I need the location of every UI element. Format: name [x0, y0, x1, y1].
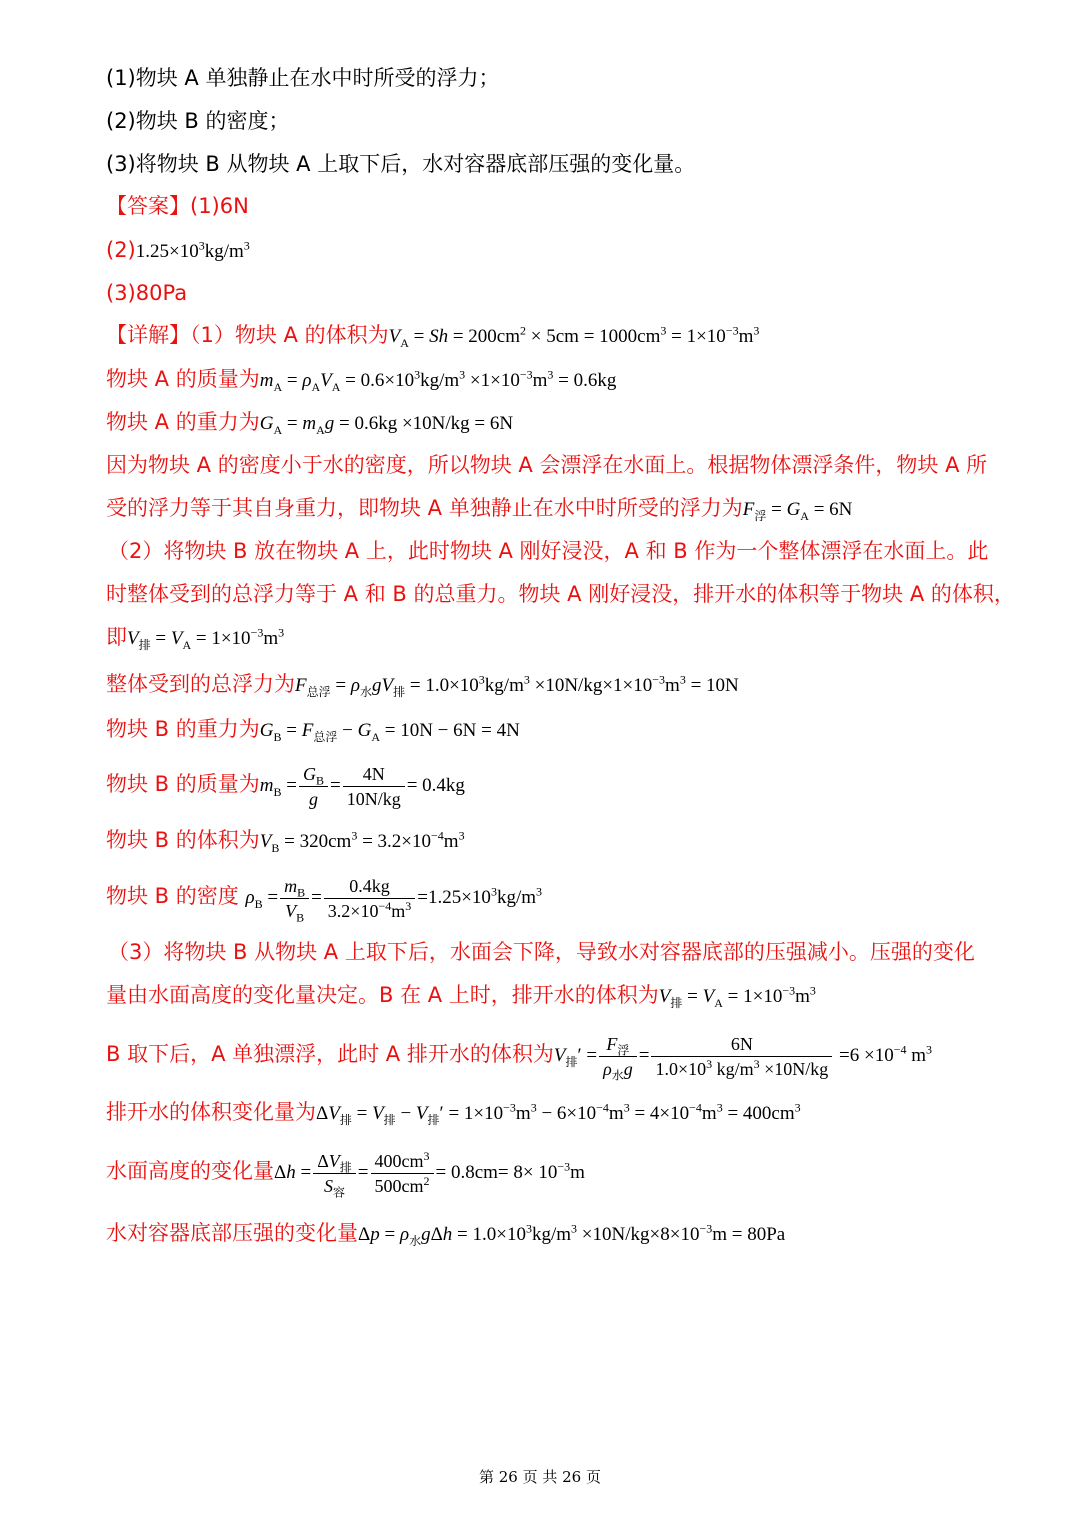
formula-v-displaced: $V_排 = V_A = 1\times 10^{-3}m^3$: [127, 625, 285, 652]
formula-height-change: Δh = $\Delta V_排$ $S_容$ = $\frac{400cm^3}{500cm^2}$ = $0.8cm= 8\times 10^{-3}m$: [274, 1149, 585, 1200]
formula-volume-a: $V_A = Sh = 200cm^2 \times 5cm = 1000cm^3 = 1\times 10^{-3}m^3$: [388, 323, 760, 350]
float-line-2-text: 受的浮力等于其自身重力，即物块 A 单独静止在水中时所受的浮力为: [106, 496, 743, 520]
weight-a-text: 物块 A 的重力为: [106, 410, 260, 434]
height-change: [106, 1147, 585, 1198]
fraction: $\frac{0.4kg}{3.2\times 10^{-4}m^3}$: [324, 874, 415, 923]
total-buoyancy: [106, 669, 739, 701]
formula-weight-b: $G_B = F_{总浮} - G_A = 10N - 6N = 4N$: [259, 720, 520, 744]
detail-p1-intro: （1）物块 A 的体积为: [190, 323, 389, 347]
fraction: $\frac{m_B}{V_B}$: [280, 874, 309, 923]
fraction: $\frac{6N}{1.0\times 10^3 kg/m^3 \times 10N/kg}$: [651, 1032, 832, 1081]
float-line-2: [106, 493, 852, 525]
total-buoy-text: 整体受到的总浮力为: [106, 672, 295, 696]
p2-line-3-prefix: 即: [106, 625, 127, 649]
formula-volume-change: $\Delta V_排 = V_排 - V_排' = 1\times 10^{-3}m^3 - 6\times 10^{-4}m^3 = 4\times 10^{-4}m^3 = 400cm^3$: [316, 1100, 801, 1127]
pressure-change: [106, 1218, 785, 1250]
answer-1: (1)6N: [190, 194, 249, 218]
after-text: B 取下后，A 单独漂浮，此时 A 排开水的体积为: [106, 1042, 554, 1066]
question-3: (3)将物块 B 从物块 A 上取下后，水对容器底部压强的变化量。: [106, 152, 696, 176]
answer-2-value: $1.25\times 10^3kg/m^3$: [135, 238, 250, 262]
answer-line-2: [106, 235, 250, 267]
p2-line-2: 时整体受到的总浮力等于 A 和 B 的总重力。物块 A 刚好浸没，排开水的体积等于物块 A 的体积，: [106, 582, 1015, 606]
detail-mass-a: [106, 364, 616, 396]
detail-label: 【详解】: [106, 323, 190, 347]
formula-mass-b: $m_B$ = $\frac{G_B}{g}$ = $\frac{4N}{10N/kg}$ = 0.4kg: [259, 764, 465, 810]
formula-v-before: $V_排 = V_A = 1\times 10^{-3}m^3$: [658, 983, 816, 1010]
detail-weight-a: [106, 407, 513, 439]
fraction: $\frac{400cm^3}{500cm^2}$: [371, 1149, 434, 1198]
page-footer: 第 26 页 共 26 页: [478, 1468, 601, 1486]
after-removal: [106, 1030, 932, 1081]
volume-change: [106, 1097, 801, 1129]
formula-mass-a: $m_A = \rho_AV_A = 0.6\times 10^3kg/m^3 \times 1\times 10^{-3}m^3 = 0.6kg$: [259, 367, 617, 394]
fraction: $\Delta V_排$ $S_容$: [313, 1149, 356, 1198]
detail-line-1: [106, 320, 759, 352]
volume-b: [106, 825, 465, 857]
p3-line-1: （3）将物块 B 从物块 A 上取下后，水面会下降，导致水对容器底部的压强减小。压强的变化: [108, 940, 975, 964]
formula-volume-b: $V_B = 320cm^3 = 3.2\times 10^{-4}m^3$: [259, 828, 465, 855]
fraction: $F_浮$ $\rho_水g$: [599, 1032, 637, 1081]
mass-a-text: 物块 A 的质量为: [106, 367, 260, 391]
p3-line-2-text: 量由水面高度的变化量决定。B 在 A 上时，排开水的体积为: [106, 983, 659, 1007]
formula-v-after: $V_排'$ = $F_浮$ $\rho_水g$ = $\frac{6N}{1.0\times 10^3 kg/m^3 \times 10N/kg}$ $=6 \times 10^{-4}$ $m^3$: [553, 1034, 933, 1083]
dh-text: 水面高度的变化量: [106, 1159, 274, 1183]
answer-line-1: [106, 191, 249, 221]
formula-total-buoy: $F_{总浮} = \rho_水gV_排 = 1.0\times 10^3kg/m^3 \times 10N/kg\times 1\times 10^{-3}m^3 = 10N$: [295, 672, 739, 699]
p2-line-3: [106, 622, 284, 654]
formula-float: $F_浮 = G_A = 6N$: [742, 499, 853, 523]
mass-b-text: 物块 B 的质量为: [106, 772, 260, 796]
answer-3: (3)80Pa: [106, 281, 188, 305]
fraction: $\frac{G_B}{g}$: [299, 762, 328, 811]
formula-pressure-change: $\Delta p = \rho_水g\Delta h = 1.0\times 10^3kg/m^3 \times 10N/kg\times 8\times 10^{-3}m = 80Pa$: [358, 1221, 786, 1248]
density-b: [106, 872, 542, 923]
vol-b-text: 物块 B 的体积为: [106, 828, 260, 852]
answer-2-prefix: (2): [106, 238, 136, 262]
question-2: (2)物块 B 的密度；: [106, 109, 290, 133]
weight-b-text: 物块 B 的重力为: [106, 717, 260, 741]
dp-text: 水对容器底部压强的变化量: [106, 1221, 358, 1245]
p3-line-2: [106, 980, 816, 1012]
formula-density-b: $\rho_B$ = $\frac{m_B}{V_B}$ = $\frac{0.4kg}{3.2\times 10^{-4}m^3}$ $=1.25\times 10^3kg/m^3$: [245, 876, 542, 925]
float-line-1: 因为物块 A 的密度小于水的密度，所以物块 A 会漂浮在水面上。根据物体漂浮条件，物块 A 所: [106, 453, 988, 477]
weight-b: [106, 714, 520, 746]
dens-b-text: 物块 B 的密度: [106, 884, 239, 908]
formula-weight-a: $G_A = m_Ag = 0.6kg \times 10N/kg = 6N$: [259, 413, 514, 437]
question-1: (1)物块 A 单独静止在水中时所受的浮力；: [106, 66, 500, 90]
answer-label: 【答案】: [106, 194, 190, 218]
fraction: $\frac{4N}{10N/kg}$: [343, 762, 405, 811]
mass-b: [106, 760, 465, 811]
dv-text: 排开水的体积变化量为: [106, 1100, 316, 1124]
p2-line-1: （2）将物块 B 放在物块 A 上，此时物块 A 刚好浸没，A 和 B 作为一个整体漂浮在水面上。此: [108, 539, 989, 563]
